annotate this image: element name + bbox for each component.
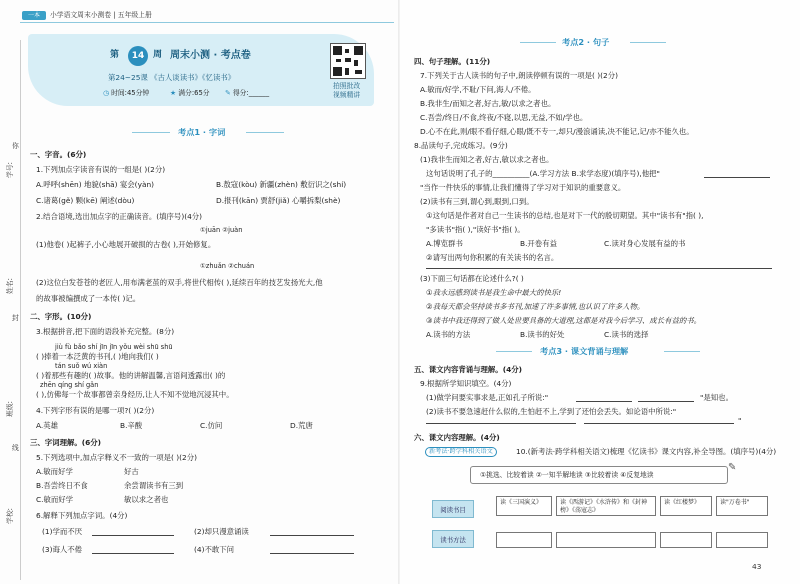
row-label-methods: 读书方法 <box>432 530 474 548</box>
lesson-range: 第24~25课 《古人谈读书》《忆读书》 <box>108 73 236 82</box>
class-label: 班级: <box>5 401 14 417</box>
flow-book-4: 读"万卷书" <box>716 496 768 516</box>
q6-item-2: (2)却只漫意诵读 <box>194 527 249 536</box>
row-label-books: 阅读书目 <box>432 500 474 518</box>
flow-book-1: 读《三国演义》 <box>496 496 552 516</box>
new-method-tag: 新考法·跨学科相关语文 <box>425 447 497 457</box>
q3-line-3[interactable]: ( ),仿佛每一个故事都曾亲身经历,让人不知不觉地沉浸其中。 <box>36 390 234 399</box>
full-score: ★ 满分:65分 <box>170 89 210 97</box>
q3-line-1[interactable]: ( )捧着一本泛黄的书刊,( )地向我们( ) <box>36 352 159 361</box>
margin-xian: 线 <box>12 444 19 452</box>
q9-answer-line-2[interactable] <box>638 401 694 402</box>
margin-feng: 封 <box>12 314 19 322</box>
q5-option-a-2: 好古 <box>124 467 139 476</box>
section-3-rule-left <box>496 351 532 352</box>
q1-option-b[interactable]: B.敖寇(kòu) 新疆(zhèn) 敷衍识之(shí) <box>216 180 347 189</box>
q2-line-2b[interactable]: 的故事被编撰成了一本传( )记。 <box>36 294 141 303</box>
test-title: 周末小测 · 考点卷 <box>170 50 251 61</box>
flow-book-2: 读《西游记》《水浒传》和《封神榜》《荡寇志》 <box>556 496 656 516</box>
q3-stem: 3.根据拼音,把下面的语段补充完整。(8分) <box>36 327 175 336</box>
week-badge: 14 <box>128 46 148 66</box>
q8-choice-b: B.开卷有益 <box>520 239 557 248</box>
q8-part-3: (3)下面三句话都在论述什么?( ) <box>420 274 524 283</box>
q6-answer-line-3[interactable] <box>92 553 174 554</box>
q9-part-1-end: "是知也。 <box>700 393 733 402</box>
series-title: 小学语文周末小测卷 | 五年级上册 <box>50 11 152 19</box>
q2-sounds-1: ①juān ②juàn <box>200 226 243 234</box>
q4-option-d[interactable]: D.荒唐 <box>290 421 313 430</box>
school-label: 学校: <box>5 508 14 524</box>
q8-answer-line-2[interactable] <box>426 268 772 269</box>
q3-pinyin-1: jiù fù bǎo shí jīn jīn yǒu wèi shū shū <box>55 343 173 351</box>
q8-part-2b[interactable]: "多读书"指( ),"读好书"指( )。 <box>426 225 525 234</box>
brand-logo: 一本 <box>22 11 46 20</box>
q2-line-1[interactable]: (1)他卷( )起裤子,小心地展开破损的古卷( ),开始修复。 <box>36 240 216 249</box>
q8-answer-line-1[interactable] <box>704 177 770 178</box>
q4-option-c[interactable]: C.仿问 <box>200 421 223 430</box>
star-icon: ★ <box>170 89 179 97</box>
q6-item-3: (3)诲人不倦 <box>42 545 83 554</box>
page-number: 43 <box>752 562 762 571</box>
section-1-title: 考点1 · 字词 <box>178 127 226 137</box>
q7-option-a[interactable]: A.敏而/好学,不耻/下问,海人/不倦。 <box>420 85 536 94</box>
flow-method-blank-2[interactable] <box>556 532 656 548</box>
q8-part-2: (2)读书有三到,谓心到,眼到,口到。 <box>420 197 534 206</box>
q5-option-c-2: 敏以求之者也 <box>124 495 169 504</box>
q7-option-d[interactable]: D.心不在此,则/眼不看仔细,心眼/既不专一,却只/漫浪诵读,决不能记,记/亦不能久也。 <box>420 127 694 136</box>
q7-stem: 7.下列关于古人读书的句子中,朗读停顿有误的一项是( )(2分) <box>420 71 618 80</box>
part-four-heading: 四、句子理解。(11分) <box>414 57 491 66</box>
q9-stem: 9.根据所学知识填空。(4分) <box>420 379 512 388</box>
q6-item-1: (1)学而不厌 <box>42 527 83 536</box>
q5-option-b-1[interactable]: B.吾尝终日不食 <box>36 481 88 490</box>
name-label: 姓名: <box>5 278 14 294</box>
binding-line <box>20 40 21 580</box>
q8-part-1a[interactable]: 这句话说明了孔子的__________(A.学习方法 B.求学态度)(填序号),他把" <box>426 169 660 178</box>
q9-part-2: (2)读书不要急速赶什么似的,生怕赶不上,学到了还怕会丢失。如论语中所说:" <box>426 407 677 416</box>
q6-answer-line-2[interactable] <box>270 535 354 536</box>
clock-icon: ◷ <box>103 89 112 97</box>
section-2-rule-left <box>520 42 556 43</box>
q7-option-c[interactable]: C.吾尝/终日/不食,终夜/不寝,以思,无益,不如/学也。 <box>420 113 588 122</box>
section-3-rule-right <box>664 351 700 352</box>
q1-option-a[interactable]: A.呼呼(shēn) 地貌(shā) 宴会(yàn) <box>36 180 155 189</box>
q3-pinyin-2: tán suǒ wú xiàn <box>55 362 108 370</box>
q8-stem: 8.品读句子,完成练习。(9分) <box>414 141 508 150</box>
flow-book-3: 读《红楼梦》 <box>660 496 712 516</box>
q8-part-1b: "当作一件快乐的事情,让我们懂得了学习对于知识的重要意义。 <box>420 183 626 192</box>
header-rule <box>20 22 394 23</box>
margin-you: 你 <box>12 142 19 150</box>
q3-pinyin-3: zhēn qíng shí gǎn <box>40 381 99 389</box>
flow-options: ①挑选、比较着读 ②一知半解地读 ③比较着读 ④反复地读 <box>480 471 654 479</box>
q8-choice-c: C.读对身心发展有益的书 <box>604 239 686 248</box>
qr-caption-2: 视频精讲 <box>333 91 361 99</box>
part-six-heading: 六、课文内容理解。(4分) <box>414 433 500 442</box>
q8-option-a[interactable]: A.读书的方法 <box>426 330 471 339</box>
q9-answer-line-4[interactable] <box>584 423 734 424</box>
q6-answer-line-4[interactable] <box>270 553 354 554</box>
part-one-heading: 一、字音。(6分) <box>30 150 87 159</box>
q1-stem: 1.下列加点字读音有误的一组是( )(2分) <box>36 165 166 174</box>
q4-option-b[interactable]: B.辛酸 <box>120 421 143 430</box>
flow-method-blank-1[interactable] <box>496 532 552 548</box>
q5-option-a-1[interactable]: A.敏而好学 <box>36 467 73 476</box>
q8-quote-2: ②我每天都会坚持读书多书刊,加速了许多事情,也认识了许多人物。 <box>426 302 645 311</box>
pencil-icon: ✎ <box>728 462 737 473</box>
part-three-heading: 三、字词理解。(6分) <box>30 438 102 447</box>
q8-choice-a: A.博览群书 <box>426 239 463 248</box>
q9-answer-line-3[interactable] <box>426 423 576 424</box>
student-no-label: 学号: <box>5 162 14 178</box>
part-two-heading: 二、字形。(10分) <box>30 312 92 321</box>
q2-stem: 2.结合语境,选出加点字的正确读音。(填序号)(4分) <box>36 212 203 221</box>
q1-option-c[interactable]: C.诸葛(gě) 颗(kē) 阐述(dòu) <box>36 196 135 205</box>
q5-stem: 5.下列选项中,加点字释义不一致的一项是( )(2分) <box>36 453 198 462</box>
flow-method-blank-4[interactable] <box>716 532 768 548</box>
qr-caption-1: 拍照批改 <box>333 82 361 90</box>
pen-icon: ✎ <box>225 89 233 97</box>
q4-stem: 4.下列字形有误的是哪一项?( )(2分) <box>36 406 155 415</box>
q8-option-c[interactable]: C.读书的选择 <box>604 330 649 339</box>
q8-part-1: (1)我非生而知之者,好古,敏以求之者也。 <box>420 155 554 164</box>
q9-answer-line-1[interactable] <box>576 401 632 402</box>
q9-part-1: (1)做学问要实事求是,正如孔子所说:" <box>426 393 549 402</box>
score-field: ✎ 得分:______ <box>225 89 270 97</box>
q5-option-c-1[interactable]: C.敏而好学 <box>36 495 74 504</box>
section-rule-left <box>132 132 170 133</box>
q3-line-2[interactable]: ( )着那些有趣的( )故事。他的讲解温馨,言语间透露出( )的 <box>36 371 226 380</box>
qr-code[interactable] <box>330 43 366 79</box>
q10-stem: 10.(新考法·跨学科相关语文)梳理《忆读书》课文内容,补全导图。(填序号)(4分) <box>516 447 777 456</box>
q5-option-b-2: 余尝谓读书有三到 <box>124 481 184 490</box>
q7-option-b[interactable]: B.我非生/而知之者,好古,敏/以求之者也。 <box>420 99 556 108</box>
q2-line-2[interactable]: (2)这位白发苍苍的老匠人,用布满老茧的双手,将世代相传( ),延续百年的技艺发扬光大,他 <box>36 278 323 287</box>
q6-stem: 6.解释下列加点字词。(4分) <box>36 511 128 520</box>
di-label: 第 <box>110 50 120 60</box>
q6-item-4: (4)不敢下问 <box>194 545 235 554</box>
q1-option-d[interactable]: D.报刊(kān) 贾舒(jiǎ) 心嚼拆梨(shè) <box>216 196 341 205</box>
q2-sounds-2: ①zhuǎn ②chuán <box>200 262 255 270</box>
section-2-title: 考点2 · 句子 <box>562 37 610 47</box>
q9-part-2-end: " <box>738 416 742 425</box>
q8-part-2a[interactable]: ①这句话是作者对自己一生读书的总结,也是对下一代的殷切期望。其中"读书有"指( ), <box>426 211 704 220</box>
q8-option-b[interactable]: B.读书的好处 <box>520 330 565 339</box>
part-five-heading: 五、课文内容背诵与理解。(4分) <box>414 365 522 374</box>
zhou-label: 周 <box>153 50 163 60</box>
q8-quote-1: ①我永远感到读书是我生命中最大的快乐! <box>426 288 562 297</box>
section-3-title: 考点3 · 课文背诵与理解 <box>540 346 629 356</box>
time-limit: ◷ 时间:45分钟 <box>103 89 150 97</box>
section-rule-right <box>246 132 284 133</box>
section-2-rule-right <box>630 42 666 43</box>
q6-answer-line-1[interactable] <box>92 535 174 536</box>
q8-part-2f: ②请写出两句你积累的有关读书的名言。 <box>426 253 559 262</box>
flow-method-blank-3[interactable] <box>660 532 712 548</box>
q4-option-a[interactable]: A.英雄 <box>36 421 59 430</box>
q8-quote-3: ③读书中我还得到了做人处世要具备的大道理,这都是对我今后学习、成长有益的书。 <box>426 316 702 325</box>
